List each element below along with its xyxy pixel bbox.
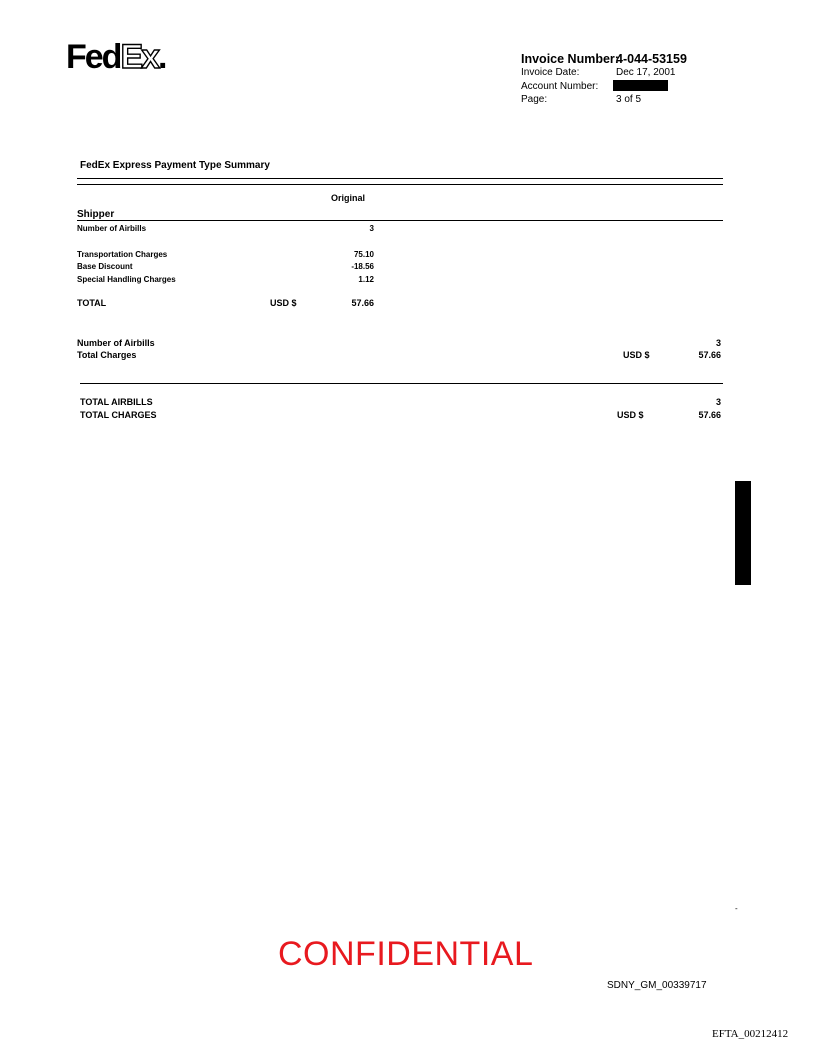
grand-charges-currency: USD $ <box>617 410 644 420</box>
logo-dot: . <box>158 38 166 76</box>
grand-charges-label: TOTAL CHARGES <box>80 410 157 420</box>
grand-airbills-label: TOTAL AIRBILLS <box>80 397 153 407</box>
margin-redaction-bar <box>735 481 751 585</box>
divider-shipper <box>77 220 723 221</box>
fedex-logo <box>66 40 166 74</box>
total-value: 57.66 <box>351 298 374 308</box>
invoice-date-label: Invoice Date: <box>521 67 580 78</box>
row-special-handling-label: Special Handling Charges <box>77 275 176 284</box>
row-transportation-value: 75.10 <box>353 250 374 259</box>
efta-number: EFTA_00212412 <box>712 1028 789 1040</box>
column-header-original: Original <box>331 193 366 203</box>
grand-airbills-value: 3 <box>715 397 721 407</box>
group-charges-value: 57.66 <box>698 350 721 360</box>
group-charges-label: Total Charges <box>77 350 137 360</box>
group-airbills-value: 3 <box>715 338 721 348</box>
total-label: TOTAL <box>77 298 107 308</box>
divider-top-2 <box>77 184 723 185</box>
divider-grand <box>80 383 723 384</box>
invoice-number-row <box>521 52 687 66</box>
invoice-number: 4-044-53159 <box>616 52 687 66</box>
logo-ex: Ex <box>120 38 159 76</box>
logo-fed: Fed <box>66 38 121 76</box>
row-special-handling-value: 1.12 <box>358 275 374 284</box>
invoice-date: Dec 17, 2001 <box>616 67 676 78</box>
row-airbills-value: 3 <box>369 224 374 233</box>
row-base-discount-value: -18.56 <box>351 262 374 271</box>
row-transportation-label: Transportation Charges <box>77 250 168 259</box>
account-number-redaction <box>613 80 668 91</box>
invoice-number-label: Invoice Number: <box>521 52 619 66</box>
confidential-stamp: CONFIDENTIAL <box>278 935 534 973</box>
group-airbills-label: Number of Airbills <box>77 338 155 348</box>
group-charges-currency: USD $ <box>623 350 650 360</box>
divider-top-1 <box>77 178 723 179</box>
stray-mark: - <box>735 904 738 913</box>
row-base-discount-label: Base Discount <box>77 262 133 271</box>
page-label: Page: <box>521 94 548 105</box>
shipper-group-label: Shipper <box>77 209 115 220</box>
page-value: 3 of 5 <box>616 94 642 105</box>
account-number-label: Account Number: <box>521 81 599 92</box>
row-airbills-label: Number of Airbills <box>77 224 147 233</box>
grand-charges-value: 57.66 <box>698 410 721 420</box>
total-currency: USD $ <box>270 298 297 308</box>
summary-title: FedEx Express Payment Type Summary <box>80 160 270 171</box>
bates-number: SDNY_GM_00339717 <box>607 980 707 991</box>
